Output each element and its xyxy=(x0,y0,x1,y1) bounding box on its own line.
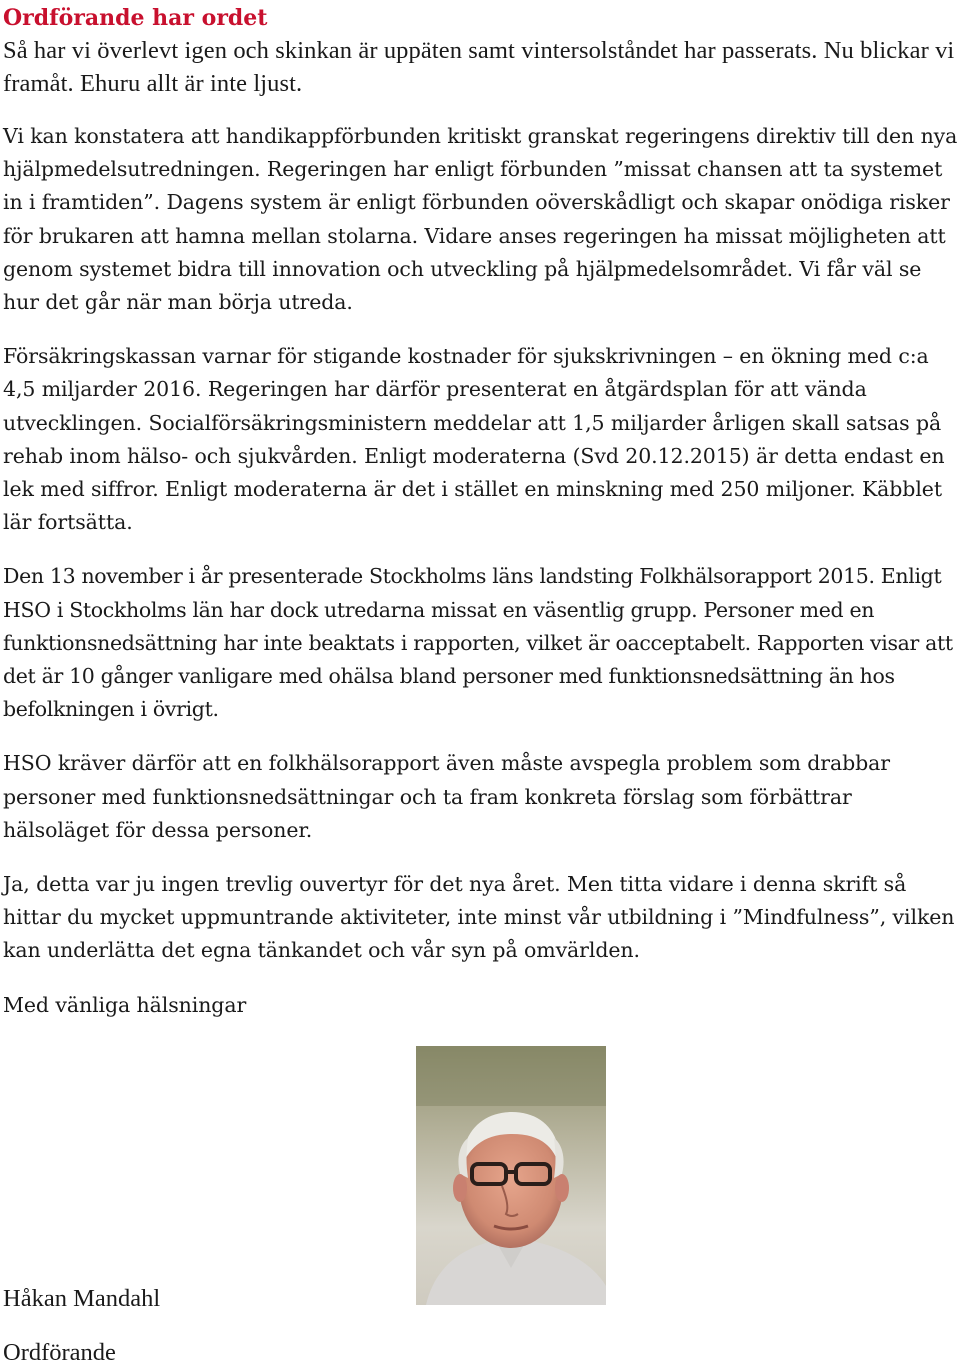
portrait-illustration xyxy=(416,1046,606,1305)
paragraph-ouvertyr: Ja, detta var ju ingen trevlig ouvertyr för det nya året. Men titta vidare i denna skrift så hittar du mycket uppmuntrande aktiviteter, inte minst vår utbildning i ”Mindfulness”, vilken kan underlätta det egna tänkandet och vår syn på omvärlden. xyxy=(3,872,955,963)
page-title: Ordförande har ordet xyxy=(3,5,268,31)
paragraph-hso-krav: HSO kräver därför att en folkhälsorapport även måste avspegla problem som drabbar personer med funktionsnedsättningar och ta fram konkreta förslag som förbättrar hälsoläget för dessa personer. xyxy=(3,751,890,842)
intro-paragraph: Så har vi överlevt igen och skinkan är uppäten samt vintersolståndet har passerats. Nu blickar vi framåt. Ehuru allt är inte ljust. xyxy=(3,37,955,97)
paragraph-folkhalsorapport: Den 13 november i år presenterade Stockholms läns landsting Folkhälsorapport 2015. Enligt HSO i Stockholms län har dock utredarna missat en väsentlig grupp. Personer med en funktionsnedsättning har inte beaktats i rapporten, vilket är oacceptabelt. Rapporten visar att det är 10 gånger vanligare med ohälsa bland personer med funktionsnedsättning än hos befolkningen i övrigt. xyxy=(3,564,953,722)
signature-role: Ordförande xyxy=(3,1339,116,1366)
paragraph-forsakringskassan: Försäkringskassan varnar för stigande kostnader för sjukskrivningen – en ökning med c:a 4,5 miljarder 2016. Regeringen har därför presenterat en åtgärdsplan för att vända utvecklingen. Socialförsäkringsministern meddelar att 1,5 miljarder årligen skall satsas på rehab inom hälso- och sjukvården. Enligt moderaterna (Svd 20.12.2015) är detta endast en lek med siffror. Enligt moderaterna är det i stället en minskning med 250 miljoner. Käbblet lär fortsätta. xyxy=(3,344,945,535)
paragraph-hjalpmedel: Vi kan konstatera att handikappförbunden kritiskt granskat regeringens direktiv till den nya hjälpmedelsutredningen. Regeringen har enligt förbunden ”missat chansen att ta systemet in i framtiden”. Dagens system är enligt förbunden oöverskådligt och skapar onödiga risker för brukaren att hamna mellan stolarna. Vidare anses regeringen ha missat möjligheten att genom systemet bidra till innovation och utveckling på hjälpmedelsområdet. Vi får väl se hur det går när man börja utreda. xyxy=(3,124,958,315)
greeting: Med vänliga hälsningar xyxy=(3,992,247,1017)
chairman-portrait-image xyxy=(416,1046,606,1305)
signature-name: Håkan Mandahl xyxy=(3,1285,161,1312)
article xyxy=(3,2,958,1022)
